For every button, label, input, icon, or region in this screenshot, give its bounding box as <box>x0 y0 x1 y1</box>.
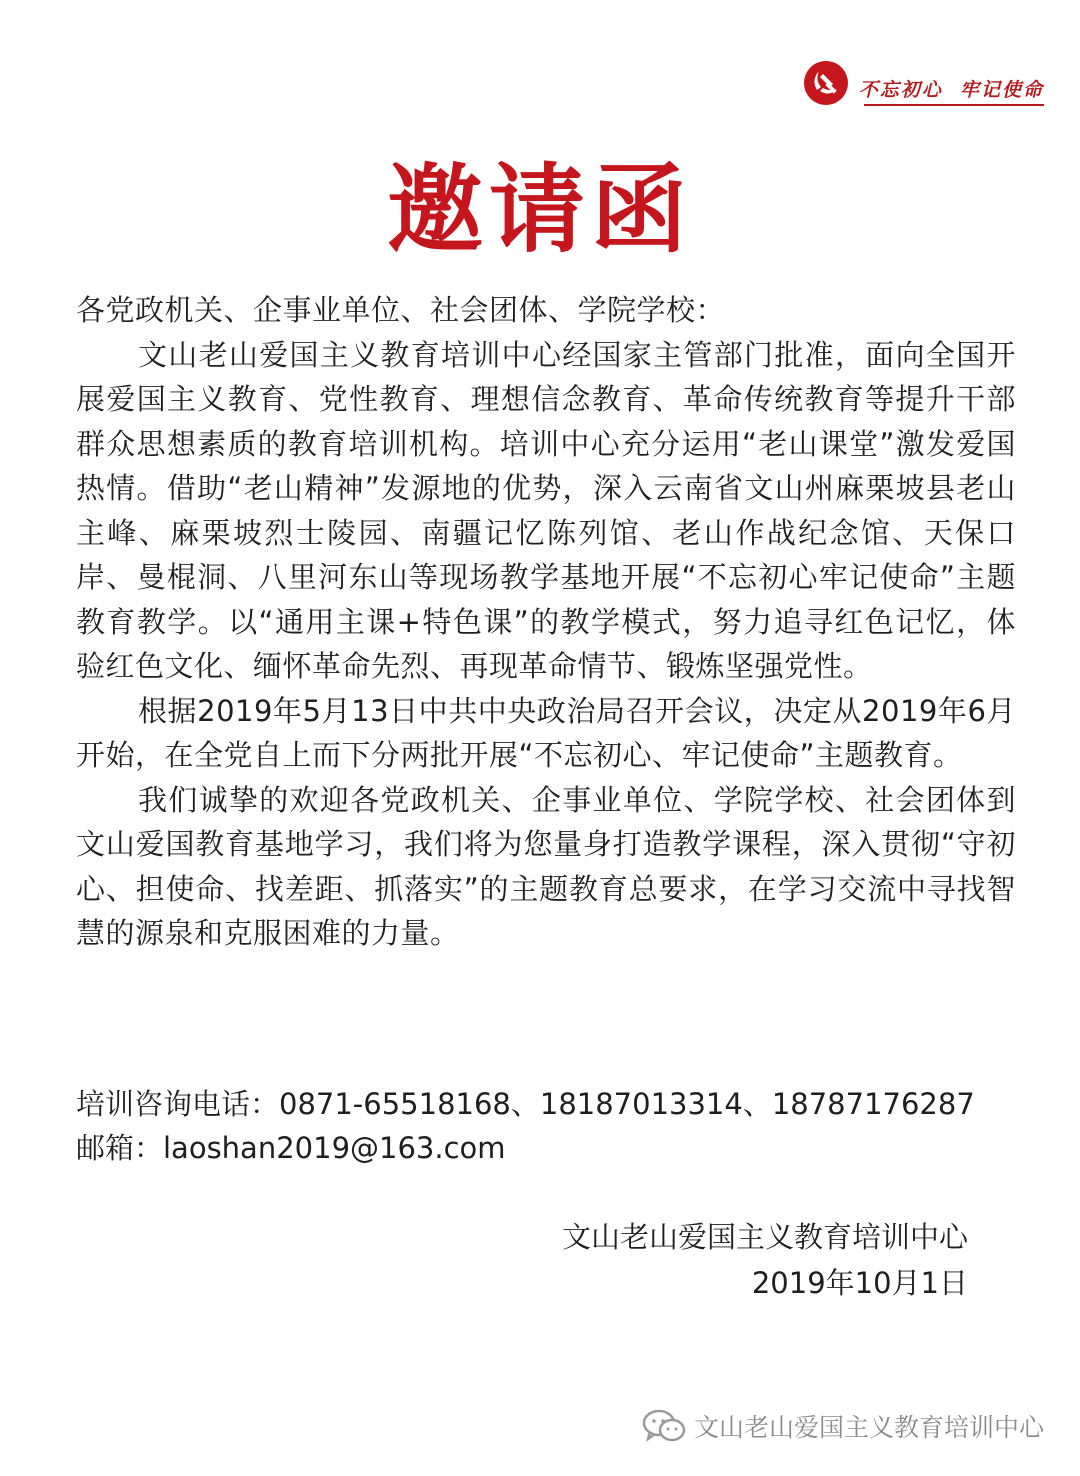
paragraph-background: 根据2019年5月13日中共中央政治局召开会议，决定从2019年6月开始，在全党自上而下分两批开展“不忘初心、牢记使命”主题教育。 <box>76 693 1016 772</box>
watermark <box>642 1408 1044 1444</box>
header-mark <box>803 60 1044 106</box>
signature-block <box>562 1214 968 1306</box>
paragraph-welcome: 我们诚挚的欢迎各党政机关、企事业单位、学院学校、社会团体到文山爱国教育基地学习，我们将为您量身打造教学课程，深入贯彻“守初心、担使命、找差距、抓落实”的主题教育总要求，在学习交流中寻找智慧的源泉和克服困难的力量。 <box>76 782 1016 950</box>
page-title: 邀请函 <box>387 154 693 266</box>
salutation: 各党政机关、企事业单位、社会团体、学院学校： <box>76 293 726 327</box>
contact-info <box>76 1082 1016 1170</box>
wechat-icon <box>642 1408 686 1444</box>
slogan-block <box>859 78 1044 106</box>
phone-line: 培训咨询电话：0871-65518168、18187013314、18787176287 <box>76 1087 975 1121</box>
signature-date: 2019年10月1日 <box>751 1266 968 1300</box>
slogan-text: 不忘初心 牢记使命 <box>858 79 1044 101</box>
slogan-underline <box>864 104 1044 106</box>
signature-organization: 文山老山爱国主义教育培训中心 <box>561 1220 968 1254</box>
party-emblem-icon <box>803 60 849 106</box>
paragraph-intro: 文山老山爱国主义教育培训中心经国家主管部门批准，面向全国开展爱国主义教育、党性教育、理想信念教育、革命传统教育等提升干部群众思想素质的教育培训机构。培训中心充分运用“老山课堂”激发爱国热情。借助“老山精神”发源地的优势，深入云南省文山州麻栗坡县老山主峰、麻栗坡烈士陵园、南疆记忆陈列馆、老山作战纪念馆、天保口岸、曼棍洞、八里河东山等现场教学基地开展“不忘初心牢记使命”主题教育教学。以“通用主课+特色课”的教学模式，努力追寻红色记忆，体验红色文化、缅怀革命先烈、再现革命情节、锻炼坚强党性。 <box>76 337 1016 683</box>
email-line: 邮箱：laoshan2019@163.com <box>76 1131 506 1165</box>
watermark-text: 文山老山爱国主义教育培训中心 <box>693 1413 1044 1442</box>
letter-body <box>76 288 1016 956</box>
